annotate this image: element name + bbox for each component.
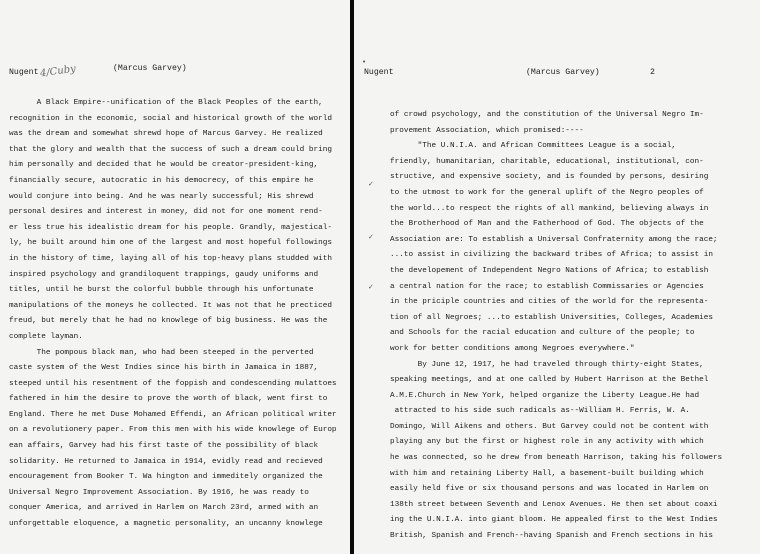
text-line: tion of all Negroes; ...to establish Universities, Colleges, Academies (390, 313, 713, 322)
text-line: inspired psychology and grandiloquent trappings, gaudy uniforms and (9, 270, 319, 279)
text-line: ly, he built around him one of the largest and most hopeful followings (9, 239, 332, 248)
text-line: By June 12, 1917, he had traveled through thirty-eight States, (390, 360, 704, 369)
text-line: British, Spanish and French--having Spanish and French sections in his (390, 532, 713, 541)
text-line: a central nation for the race; to establish Commissaries or Agencies (390, 282, 704, 291)
text-line: structive, and expensive society, and is founded by persons, desiring (390, 173, 709, 182)
margin-check-mark: ✓ (368, 283, 374, 291)
text-line: the Brotherhood of Man and the Fatherhood of God. The objects of the (390, 220, 704, 229)
page-header-title: (Marcus Garvey) (113, 64, 187, 73)
text-line: 138th street between Seventh and Lenox Avenues. He then set about coaxi (390, 500, 718, 509)
text-line: friendly, humanitarian, charitable, educational, institutional, con- (390, 157, 704, 166)
margin-check-mark: ✓ (368, 180, 374, 188)
text-line: was the dream and somewhat shrewd hope of Marcus Garvey. He realized (9, 130, 323, 139)
text-line: in the priciple countries and cities of the world for the representa- (390, 298, 709, 307)
text-line: easily held five or six thousand persons and was located in Harlem on (390, 485, 709, 494)
text-line: complete layman. (9, 332, 83, 341)
text-line: provement Association, which promised:---- (390, 126, 584, 135)
text-line: work for better conditions among Negroes everywhere." (390, 344, 635, 353)
text-line: the developement of Independent Negro Nations of Africa; to establish (390, 266, 709, 275)
text-line: in the history of time, laying all of his top-heavy plans studded with (9, 254, 332, 263)
text-line: on a revolutionery paper. From this men with his wide knowlege of Europ (9, 426, 337, 435)
text-line: of crowd psychology, and the constitution of the Universal Negro Im- (390, 111, 704, 119)
text-line: The pompous black man, who had been steeped in the perverted (9, 348, 314, 357)
page-header-title: (Marcus Garvey) (526, 68, 600, 77)
text-line: unforgettable eloquence, a magnetic personality, an uncanny knowlege (9, 520, 323, 529)
text-line: with him and retaining Liberty Hall, a basement-built building which (390, 469, 704, 478)
text-line: encouragement from Booker T. Wa hington and immeditely organized the (9, 473, 323, 482)
document-page-left (0, 0, 350, 554)
document-page-right (354, 0, 760, 554)
body-text-left (9, 96, 347, 533)
text-line: freud, but merely that he had no knowlege of big business. He was the (9, 317, 328, 326)
text-line: financially secure, autocratic in his democrecy, of this empire he (9, 176, 314, 185)
text-line: caste system of the West Indies since his birth in Jamaica in 1887, (9, 364, 319, 373)
text-line: recognition in the economic, social and historical growth of the world (9, 114, 332, 123)
text-line: manipulations of the moneys he collected. It was not that he precticed (9, 301, 332, 310)
text-line: conquer America, and arrived in Harlem on March 23rd, armed with an (9, 504, 319, 513)
page-header-author: Nugent (364, 68, 394, 77)
handwritten-note: 4/Cuby (39, 63, 77, 80)
text-line: playing any but the first or highest role in any activity with which (390, 438, 704, 447)
text-line: er less true his idealistic dream for his people. Grandly, majestical- (9, 223, 332, 232)
text-line: Domingo, Will Aikens and others. But Garvey could not be content with (390, 422, 709, 431)
text-line: titles, until he burst the colorful bubble through his unfortunate (9, 286, 314, 295)
margin-check-mark: ✓ (368, 233, 374, 241)
page-number: 2 (650, 68, 655, 77)
text-line: the world...to respect the rights of all mankind, believing always in (390, 204, 709, 213)
text-line: personal desires and interest in money, did not for one moment rend- (9, 208, 323, 217)
text-line: ing the U.N.I.A. into giant bloom. He appealed first to the West Indies (390, 516, 718, 525)
text-line: and Schools for the racial education and culture of the people; to (390, 329, 695, 338)
text-line: Association are: To establish a Universal Confraternity among the race; (390, 235, 718, 244)
text-line: solidarity. He returned to Jamaica in 1914, evidly read and recieved (9, 457, 323, 466)
text-line: steeped until his resentment of the foppish and condescending mulattoes (9, 379, 337, 388)
text-line: fathered in him the desire to prove the worth of black, went first to (9, 395, 328, 404)
text-line: Universal Negro Improvement Association. By 1916, he was ready to (9, 488, 309, 497)
text-line: attracted to his side such radicals as--William H. Ferris, W. A. (390, 407, 690, 416)
margin-mark: • (362, 58, 367, 66)
page-header-author: Nugent (9, 68, 39, 77)
text-line: ean affairs, Garvey had his first taste of the possibility of black (9, 442, 319, 451)
text-line: England. There he met Duse Mohamed Effendi, an African political writer (9, 410, 337, 419)
text-line: him personally and decided that he would be creator-president-king, (9, 161, 319, 170)
body-text-right (390, 108, 756, 545)
text-line: A.M.E.Church in New York, helped organize the Liberty League.He had (390, 391, 700, 400)
text-line: would conjure into being. And he was nearly successful; His shrewd (9, 192, 314, 201)
text-line: A Black Empire--unification of the Black Peoples of the earth, (9, 99, 323, 107)
text-line: "The U.N.I.A. and African Committees League is a social, (390, 142, 677, 151)
text-line: speaking meetings, and at one called by Hubert Harrison at the Bethel (390, 376, 709, 385)
text-line: to the utmost to work for the general uplift of the Negro peoples of (390, 188, 704, 197)
text-line: that the glory and wealth that the success of such a dream could bring (9, 145, 332, 154)
text-line: he was connected, so he drew from beneath Harrison, taking his followers (390, 454, 723, 463)
text-line: ...to assist in civilizing the backward tribes of Africa; to assist in (390, 251, 713, 260)
